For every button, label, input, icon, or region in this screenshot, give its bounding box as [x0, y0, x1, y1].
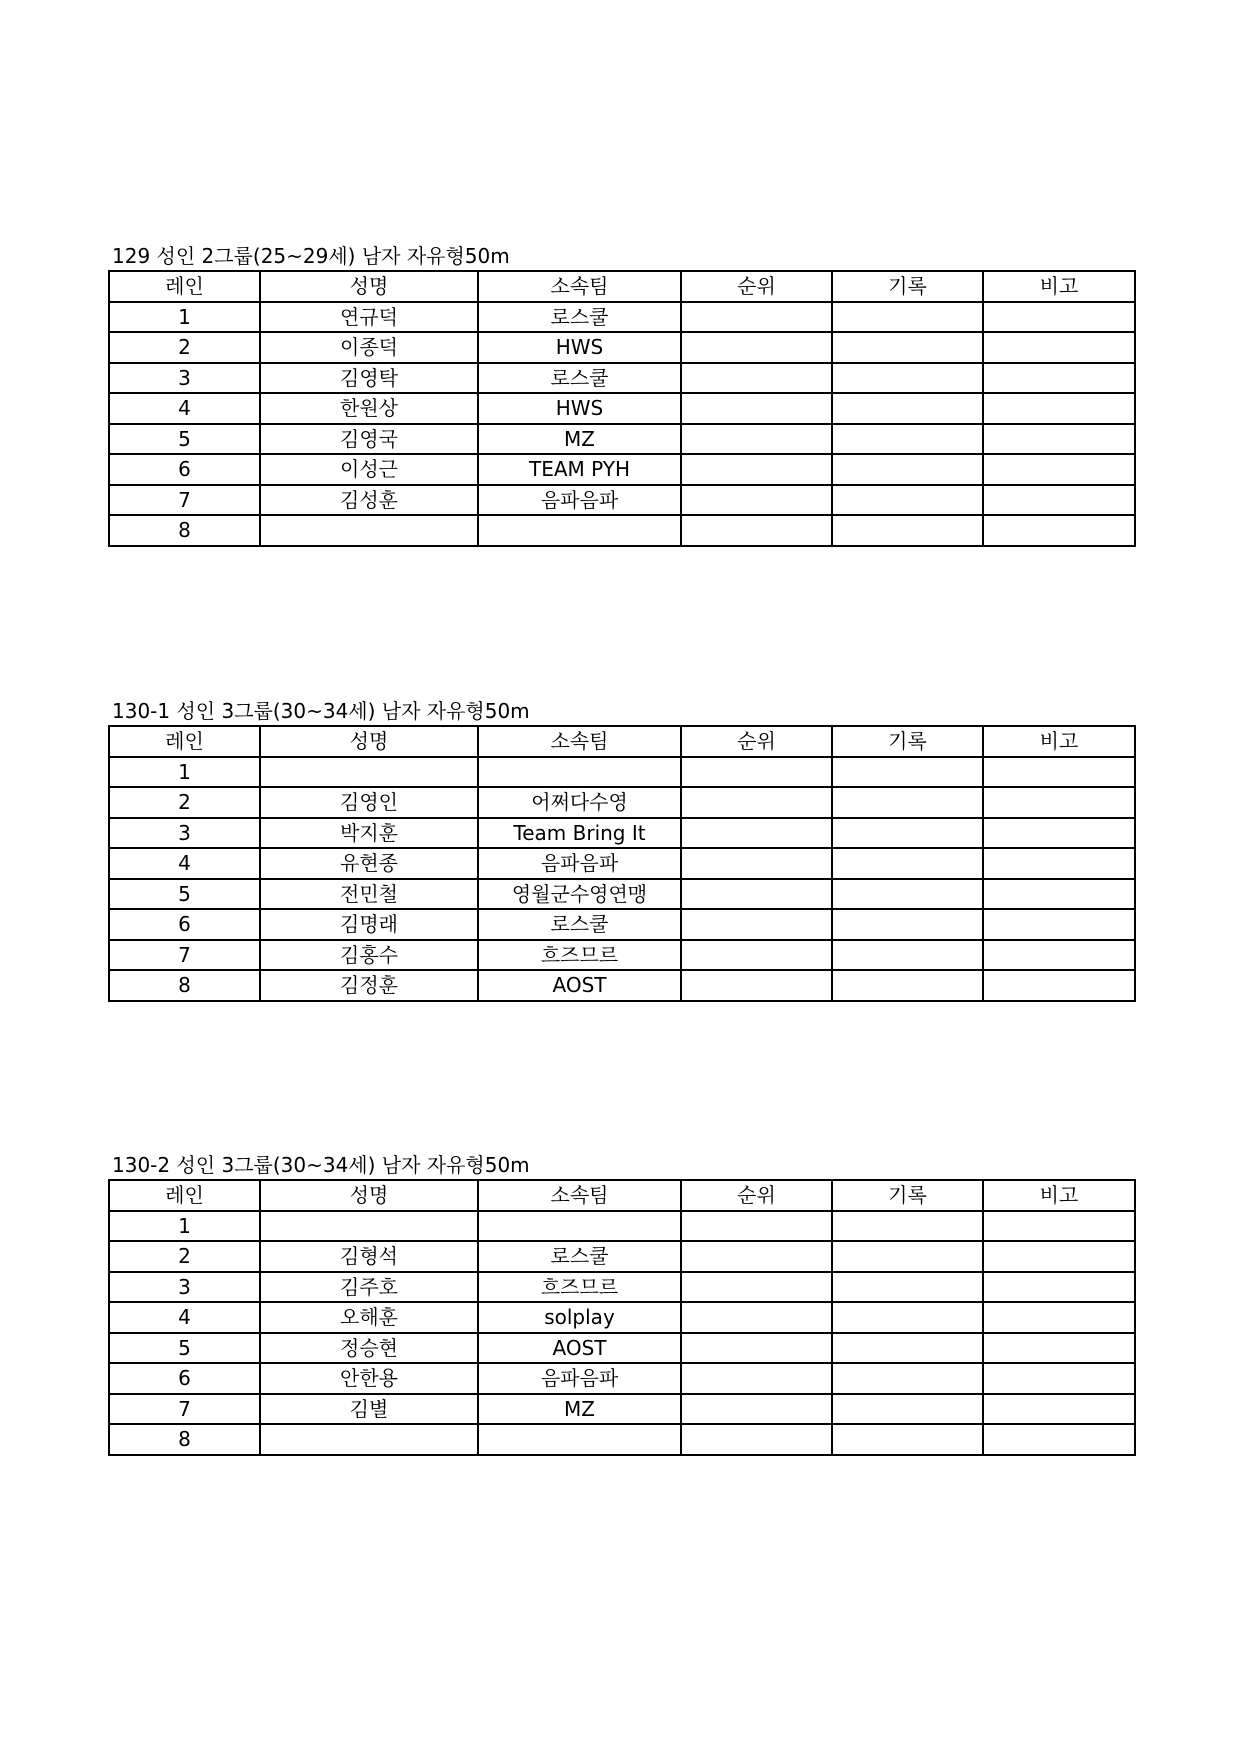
lane-cell: 7 [109, 940, 260, 971]
rank-cell [681, 1272, 832, 1303]
record-cell [832, 757, 983, 788]
record-cell [832, 302, 983, 333]
table-row [109, 332, 1135, 363]
heat-section-130-2 [108, 1153, 1134, 1456]
col-header-team: 소속팀 [478, 1180, 681, 1211]
record-cell [832, 1424, 983, 1455]
lane-cell: 6 [109, 1363, 260, 1394]
record-cell [832, 848, 983, 879]
col-header-note: 비고 [983, 1180, 1135, 1211]
note-cell [983, 1333, 1135, 1364]
table-row [109, 879, 1135, 910]
col-header-team: 소속팀 [478, 271, 681, 302]
lane-cell: 2 [109, 787, 260, 818]
note-cell [983, 1302, 1135, 1333]
table-row [109, 363, 1135, 394]
col-header-name: 성명 [260, 271, 478, 302]
rank-cell [681, 454, 832, 485]
heat-title: 129 성인 2그룹(25~29세) 남자 자유형50m [112, 244, 510, 268]
rank-cell [681, 393, 832, 424]
table-row [109, 515, 1135, 546]
heat-table [108, 1179, 1136, 1456]
name-cell: 전민철 [260, 879, 478, 910]
lane-cell: 1 [109, 757, 260, 788]
rank-cell [681, 363, 832, 394]
name-cell [260, 515, 478, 546]
lane-cell: 5 [109, 424, 260, 455]
rank-cell [681, 1302, 832, 1333]
col-header-record: 기록 [832, 271, 983, 302]
team-cell: HWS [478, 332, 681, 363]
record-cell [832, 940, 983, 971]
note-cell [983, 393, 1135, 424]
lane-cell: 3 [109, 363, 260, 394]
team-cell: solplay [478, 1302, 681, 1333]
name-cell [260, 1424, 478, 1455]
table-row [109, 848, 1135, 879]
name-cell: 유현종 [260, 848, 478, 879]
record-cell [832, 1241, 983, 1272]
lane-cell: 6 [109, 909, 260, 940]
lane-cell: 3 [109, 1272, 260, 1303]
lane-cell: 7 [109, 485, 260, 516]
lane-cell: 3 [109, 818, 260, 849]
note-cell [983, 818, 1135, 849]
col-header-name: 성명 [260, 1180, 478, 1211]
col-header-lane: 레인 [109, 726, 260, 757]
record-cell [832, 515, 983, 546]
note-cell [983, 424, 1135, 455]
heat-table [108, 725, 1136, 1002]
heat-section-130-1 [108, 699, 1134, 1002]
record-cell [832, 818, 983, 849]
team-cell [478, 757, 681, 788]
table-row [109, 1424, 1135, 1455]
note-cell [983, 1241, 1135, 1272]
team-cell: 로스쿨 [478, 363, 681, 394]
team-cell [478, 1211, 681, 1242]
table-row [109, 454, 1135, 485]
record-cell [832, 970, 983, 1001]
name-cell: 김영탁 [260, 363, 478, 394]
team-cell: 흐즈므르 [478, 940, 681, 971]
lane-cell: 8 [109, 1424, 260, 1455]
rank-cell [681, 909, 832, 940]
col-header-rank: 순위 [681, 271, 832, 302]
note-cell [983, 848, 1135, 879]
heat-rows [109, 302, 1135, 546]
rank-cell [681, 848, 832, 879]
name-cell: 한원상 [260, 393, 478, 424]
rank-cell [681, 1333, 832, 1364]
name-cell [260, 757, 478, 788]
rank-cell [681, 332, 832, 363]
heat-rows [109, 1211, 1135, 1455]
team-cell: 음파음파 [478, 1363, 681, 1394]
name-cell [260, 1211, 478, 1242]
name-cell: 연규덕 [260, 302, 478, 333]
name-cell: 이성근 [260, 454, 478, 485]
team-cell: Team Bring It [478, 818, 681, 849]
name-cell: 이종덕 [260, 332, 478, 363]
table-row [109, 1394, 1135, 1425]
rank-cell [681, 302, 832, 333]
rank-cell [681, 787, 832, 818]
team-cell: MZ [478, 1394, 681, 1425]
team-cell [478, 1424, 681, 1455]
rank-cell [681, 757, 832, 788]
name-cell: 김형석 [260, 1241, 478, 1272]
rank-cell [681, 818, 832, 849]
team-cell: 음파음파 [478, 848, 681, 879]
heat-table [108, 270, 1136, 547]
team-cell: HWS [478, 393, 681, 424]
note-cell [983, 302, 1135, 333]
table-row [109, 393, 1135, 424]
team-cell: 로스쿨 [478, 909, 681, 940]
record-cell [832, 454, 983, 485]
lane-cell: 1 [109, 1211, 260, 1242]
table-row [109, 1272, 1135, 1303]
heat-rows [109, 757, 1135, 1001]
team-cell: TEAM PYH [478, 454, 681, 485]
lane-cell: 4 [109, 848, 260, 879]
col-header-note: 비고 [983, 271, 1135, 302]
record-cell [832, 485, 983, 516]
table-row [109, 424, 1135, 455]
table-row [109, 1211, 1135, 1242]
name-cell: 안한용 [260, 1363, 478, 1394]
rank-cell [681, 1211, 832, 1242]
table-row [109, 940, 1135, 971]
record-cell [832, 1394, 983, 1425]
name-cell: 오해훈 [260, 1302, 478, 1333]
team-cell: AOST [478, 970, 681, 1001]
table-row [109, 909, 1135, 940]
team-cell: AOST [478, 1333, 681, 1364]
record-cell [832, 393, 983, 424]
header-row [109, 271, 1135, 302]
lane-cell: 8 [109, 515, 260, 546]
note-cell [983, 970, 1135, 1001]
col-header-rank: 순위 [681, 1180, 832, 1211]
note-cell [983, 515, 1135, 546]
table-row [109, 485, 1135, 516]
table-row [109, 757, 1135, 788]
table-row [109, 1333, 1135, 1364]
rank-cell [681, 879, 832, 910]
record-cell [832, 1363, 983, 1394]
table-row [109, 1241, 1135, 1272]
team-cell: 음파음파 [478, 485, 681, 516]
col-header-record: 기록 [832, 1180, 983, 1211]
table-row [109, 1302, 1135, 1333]
table-row [109, 970, 1135, 1001]
col-header-note: 비고 [983, 726, 1135, 757]
lane-cell: 4 [109, 1302, 260, 1333]
record-cell [832, 1302, 983, 1333]
lane-cell: 6 [109, 454, 260, 485]
name-cell: 박지훈 [260, 818, 478, 849]
note-cell [983, 363, 1135, 394]
note-cell [983, 1424, 1135, 1455]
note-cell [983, 1272, 1135, 1303]
rank-cell [681, 1363, 832, 1394]
team-cell: 흐즈므르 [478, 1272, 681, 1303]
rank-cell [681, 940, 832, 971]
heat-section-129 [108, 244, 1134, 547]
rank-cell [681, 515, 832, 546]
note-cell [983, 1394, 1135, 1425]
col-header-lane: 레인 [109, 271, 260, 302]
name-cell: 김성훈 [260, 485, 478, 516]
table-row [109, 1363, 1135, 1394]
name-cell: 정승현 [260, 1333, 478, 1364]
col-header-team: 소속팀 [478, 726, 681, 757]
heat-title: 130-1 성인 3그룹(30~34세) 남자 자유형50m [112, 699, 530, 723]
record-cell [832, 1333, 983, 1364]
name-cell: 김주호 [260, 1272, 478, 1303]
record-cell [832, 1272, 983, 1303]
name-cell: 김명래 [260, 909, 478, 940]
heat-title: 130-2 성인 3그룹(30~34세) 남자 자유형50m [112, 1153, 530, 1177]
rank-cell [681, 970, 832, 1001]
note-cell [983, 1211, 1135, 1242]
lane-cell: 2 [109, 332, 260, 363]
lane-cell: 1 [109, 302, 260, 333]
col-header-lane: 레인 [109, 1180, 260, 1211]
record-cell [832, 787, 983, 818]
name-cell: 김정훈 [260, 970, 478, 1001]
note-cell [983, 454, 1135, 485]
col-header-rank: 순위 [681, 726, 832, 757]
rank-cell [681, 1394, 832, 1425]
record-cell [832, 424, 983, 455]
table-row [109, 302, 1135, 333]
record-cell [832, 1211, 983, 1242]
team-cell: 로스쿨 [478, 302, 681, 333]
record-cell [832, 879, 983, 910]
col-header-name: 성명 [260, 726, 478, 757]
lane-cell: 4 [109, 393, 260, 424]
col-header-record: 기록 [832, 726, 983, 757]
note-cell [983, 485, 1135, 516]
name-cell: 김영국 [260, 424, 478, 455]
note-cell [983, 909, 1135, 940]
table-row [109, 787, 1135, 818]
team-cell: 로스쿨 [478, 1241, 681, 1272]
lane-cell: 7 [109, 1394, 260, 1425]
note-cell [983, 940, 1135, 971]
name-cell: 김홍수 [260, 940, 478, 971]
header-row [109, 1180, 1135, 1211]
lane-cell: 2 [109, 1241, 260, 1272]
record-cell [832, 363, 983, 394]
name-cell: 김별 [260, 1394, 478, 1425]
table-row [109, 818, 1135, 849]
team-cell [478, 515, 681, 546]
record-cell [832, 909, 983, 940]
rank-cell [681, 1424, 832, 1455]
note-cell [983, 757, 1135, 788]
team-cell: MZ [478, 424, 681, 455]
note-cell [983, 787, 1135, 818]
lane-cell: 5 [109, 879, 260, 910]
header-row [109, 726, 1135, 757]
team-cell: 영월군수영연맹 [478, 879, 681, 910]
rank-cell [681, 424, 832, 455]
lane-cell: 5 [109, 1333, 260, 1364]
team-cell: 어쩌다수영 [478, 787, 681, 818]
note-cell [983, 1363, 1135, 1394]
note-cell [983, 879, 1135, 910]
rank-cell [681, 485, 832, 516]
lane-cell: 8 [109, 970, 260, 1001]
record-cell [832, 332, 983, 363]
name-cell: 김영인 [260, 787, 478, 818]
rank-cell [681, 1241, 832, 1272]
note-cell [983, 332, 1135, 363]
